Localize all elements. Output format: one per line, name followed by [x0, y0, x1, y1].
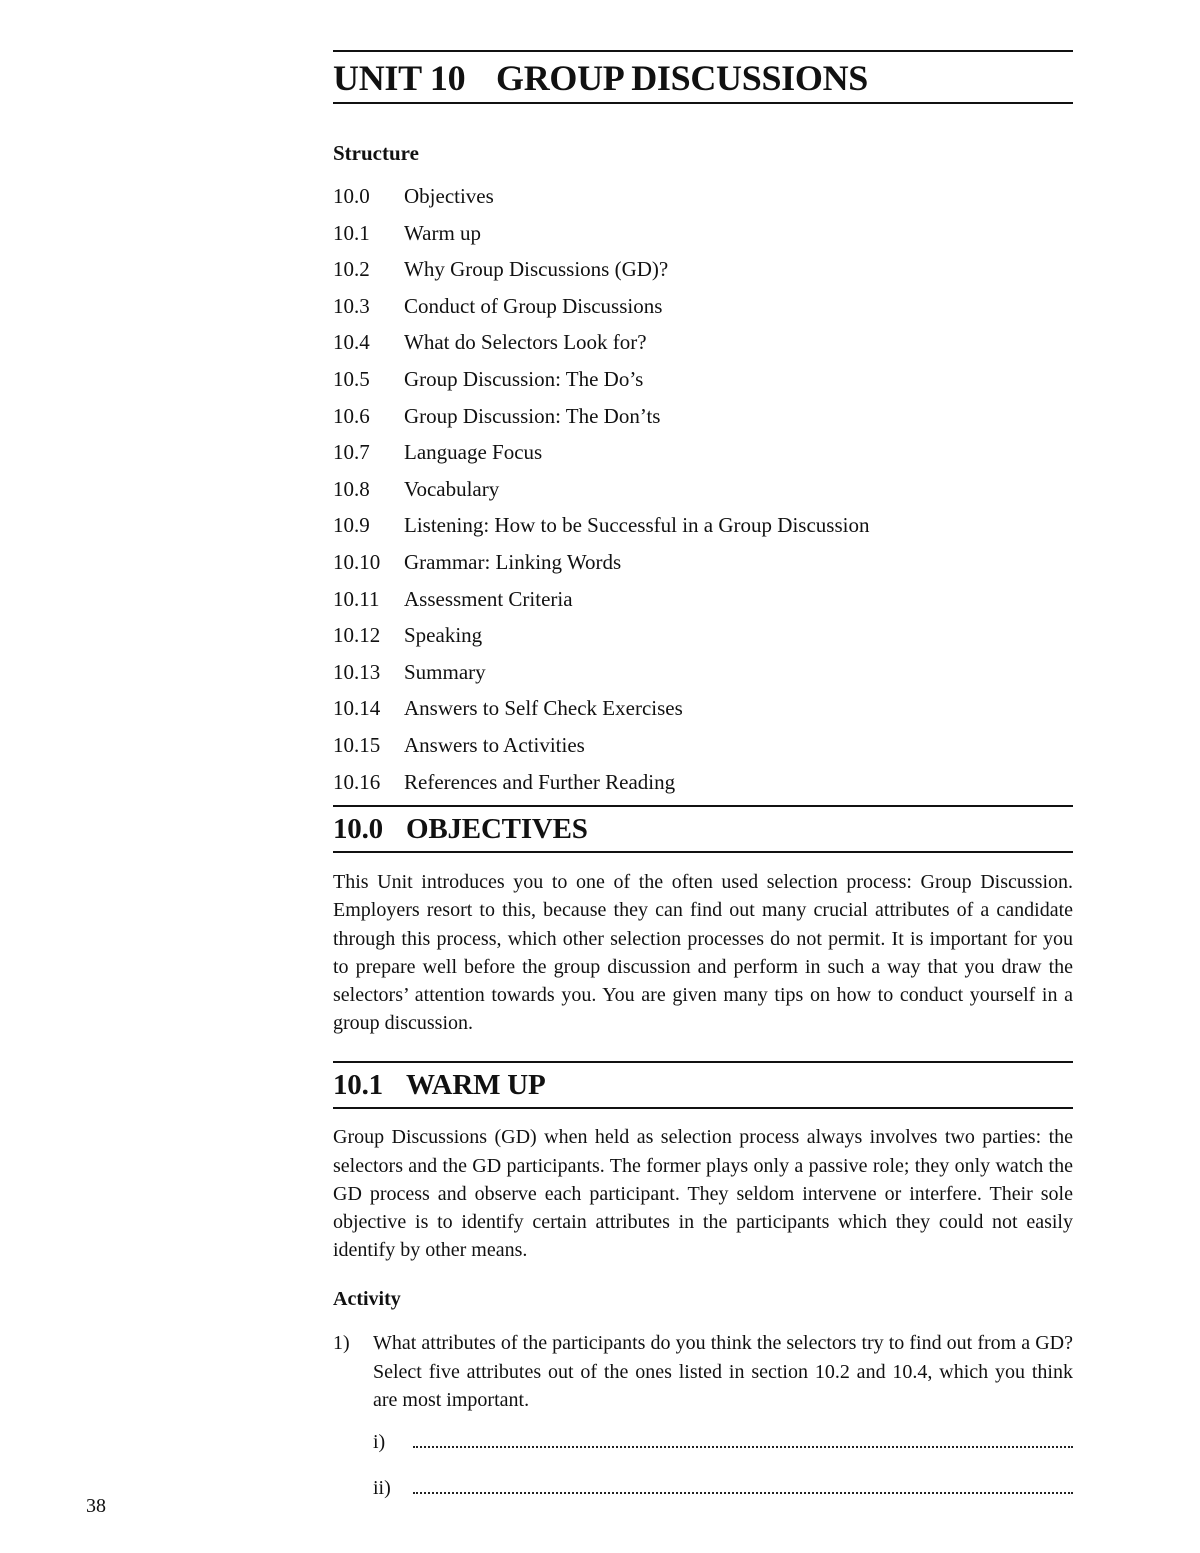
unit-title: GROUP DISCUSSIONS [496, 58, 869, 98]
answer-blank[interactable] [413, 1492, 1073, 1494]
toc-number: 10.5 [333, 366, 370, 391]
objectives-top-rule [333, 805, 1073, 807]
objectives-paragraph: This Unit introduces you to one of the often used selection process: Group Discussion. Employers resort to this, because they can find out many crucial attributes of a candidate through this process, which other selection processes do not permit. It is important for you to prepare well before the group discussion and perform in such a way that you draw the selectors’ attention towards you. You are given many tips on how to conduct yourself in a group discussion. [333, 871, 1073, 1035]
toc-number: 10.12 [333, 623, 381, 648]
warmup-heading [333, 1068, 1073, 1102]
list-item [333, 767, 1073, 804]
section-number: 10.0 [333, 813, 383, 846]
list-item [333, 730, 1073, 767]
objectives-bottom-rule [333, 851, 1073, 853]
structure-list [333, 181, 1073, 803]
top-rule [333, 50, 1073, 52]
question-number: 1) [333, 1332, 350, 1355]
list-item [333, 291, 1073, 328]
list-item [333, 657, 1073, 694]
answer-label: ii) [373, 1476, 391, 1499]
warmup-paragraph: Group Discussions (GD) when held as selection process always involves two parties: the selectors and the GD participants. The former plays only a passive role; they only watch the GD process and observe each participant. They seldom intervene or interfere. Their sole objective is to identify certain attributes in the participants which they could not easily identify by other means. [333, 1126, 1073, 1262]
answer-blank[interactable] [413, 1446, 1073, 1448]
unit-number: UNIT 10 [333, 58, 466, 98]
list-item [333, 620, 1073, 657]
page-number: 38 [86, 1495, 106, 1517]
toc-number: 10.1 [333, 220, 370, 245]
toc-number: 10.3 [333, 293, 370, 318]
activity-label: Activity [333, 1288, 401, 1311]
toc-title: Conduct of Group Discussions [404, 293, 663, 318]
list-item [333, 218, 1073, 255]
answer-line[interactable] [373, 1430, 1073, 1454]
list-item [333, 584, 1073, 621]
toc-number: 10.6 [333, 403, 370, 428]
unit-heading [333, 58, 1073, 98]
section-title: OBJECTIVES [406, 813, 588, 846]
toc-number: 10.9 [333, 513, 370, 538]
toc-number: 10.16 [333, 769, 381, 794]
section-number: 10.1 [333, 1069, 383, 1102]
objectives-heading [333, 812, 1073, 846]
section-title: WARM UP [406, 1069, 546, 1102]
toc-title: Summary [404, 659, 486, 684]
question-text: What attributes of the participants do you think the selectors try to find out from a GD? Select five attributes out of the ones listed in section 10.2 and 10.4, which you think are most important. [373, 1332, 1073, 1411]
toc-title: Grammar: Linking Words [404, 549, 622, 574]
toc-number: 10.14 [333, 696, 381, 721]
warmup-bottom-rule [333, 1107, 1073, 1109]
toc-number: 10.13 [333, 659, 381, 684]
toc-title: Warm up [404, 220, 482, 245]
structure-label: Structure [333, 141, 419, 165]
toc-number: 10.2 [333, 257, 370, 282]
toc-title: Answers to Activities [404, 732, 585, 757]
list-item [333, 364, 1073, 401]
list-item [333, 327, 1073, 364]
list-item [333, 547, 1073, 584]
toc-title: Listening: How to be Successful in a Group Discussion [404, 513, 870, 538]
answer-line[interactable] [373, 1476, 1073, 1500]
page-content [333, 50, 1073, 1500]
toc-title: Answers to Self Check Exercises [404, 696, 683, 721]
toc-number: 10.11 [333, 586, 380, 611]
toc-number: 10.0 [333, 184, 370, 208]
answer-label: i) [373, 1430, 386, 1453]
toc-number: 10.8 [333, 476, 370, 501]
toc-title: References and Further Reading [404, 769, 676, 794]
list-item [333, 254, 1073, 291]
toc-title: What do Selectors Look for? [404, 330, 647, 355]
toc-title: Language Focus [404, 440, 543, 465]
activity-question [333, 1329, 1073, 1414]
list-item [333, 693, 1073, 730]
toc-title: Group Discussion: The Don’ts [404, 403, 661, 428]
toc-number: 10.10 [333, 549, 381, 574]
warmup-top-rule [333, 1061, 1073, 1063]
toc-number: 10.4 [333, 330, 370, 355]
list-item [333, 401, 1073, 438]
list-item [333, 474, 1073, 511]
toc-number: 10.7 [333, 440, 370, 465]
toc-number: 10.15 [333, 732, 381, 757]
toc-title: Objectives [404, 184, 494, 208]
unit-heading-rule [333, 102, 1073, 104]
toc-title: Why Group Discussions (GD)? [404, 257, 669, 282]
list-item [333, 181, 1073, 218]
toc-title: Assessment Criteria [404, 586, 573, 611]
toc-title: Group Discussion: The Do’s [404, 366, 644, 391]
toc-title: Speaking [404, 623, 483, 648]
toc-title: Vocabulary [404, 476, 500, 501]
list-item [333, 510, 1073, 547]
list-item [333, 437, 1073, 474]
